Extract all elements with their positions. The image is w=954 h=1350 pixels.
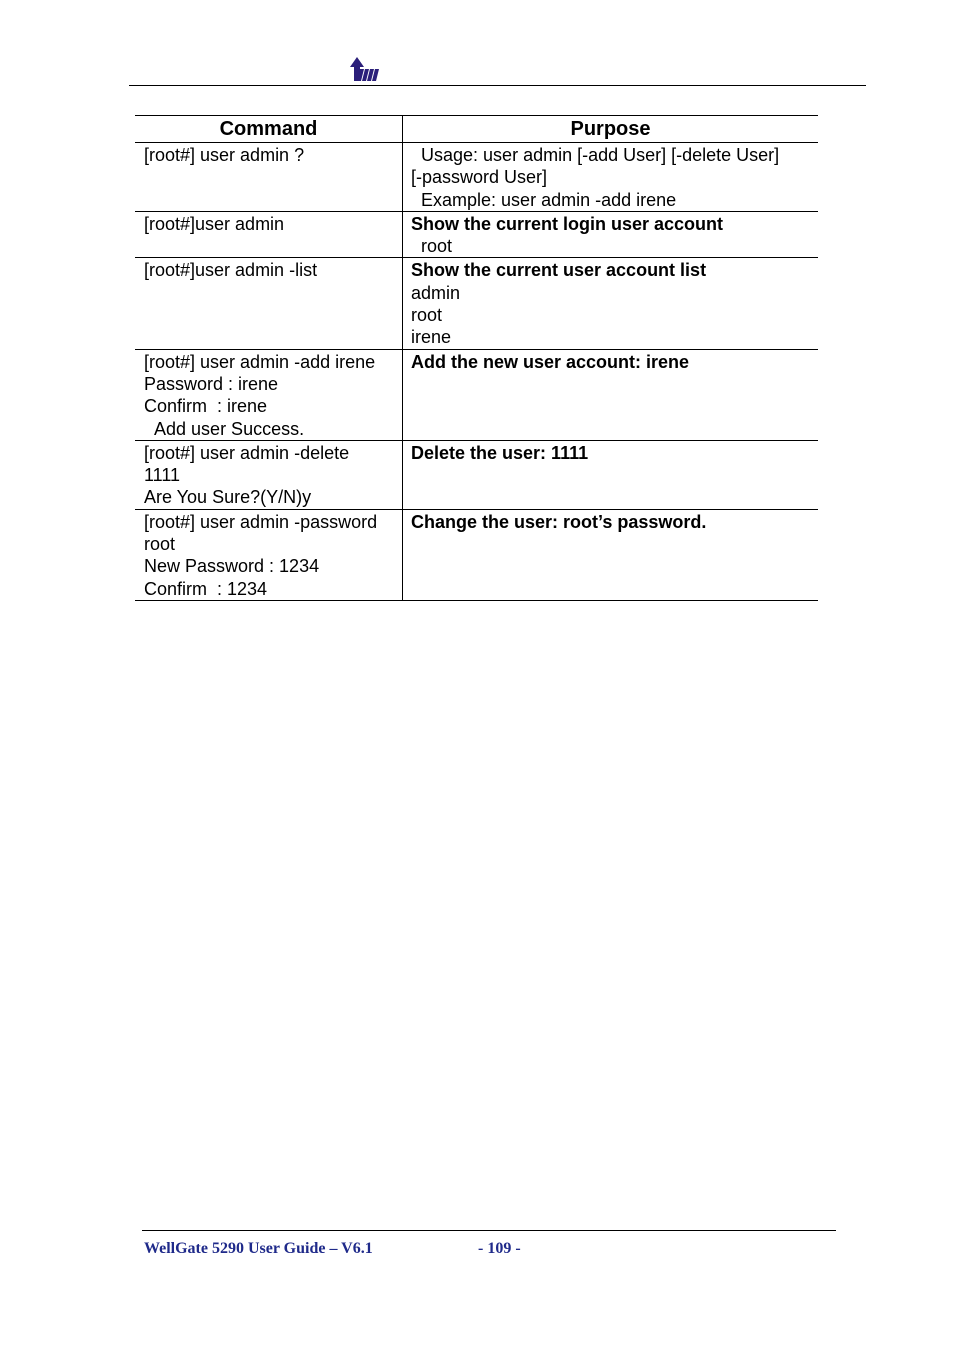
command-line: Confirm : 1234 (144, 578, 268, 599)
purpose-line: Usage: user admin [-add User] [-delete User] (411, 145, 780, 165)
purpose-line: Example: user admin -add irene (411, 189, 677, 210)
purpose-heading: Add the new user account: irene (411, 351, 690, 372)
command-line: Password : irene (144, 373, 279, 394)
purpose-cell (403, 211, 819, 258)
company-logo-icon (348, 55, 380, 83)
purpose-line: root (411, 236, 453, 257)
footer-page-number: - 109 - (478, 1240, 521, 1257)
command-line: 1111 (144, 465, 181, 486)
header-rule (129, 85, 866, 86)
command-line: [root#]user admin -list (144, 260, 318, 281)
command-line: [root#] user admin -delete (144, 442, 350, 463)
purpose-cell (403, 349, 819, 440)
command-line: [root#]user admin (144, 213, 285, 234)
command-line: [root#] user admin ? (144, 145, 305, 165)
command-line: [root#] user admin -add irene (144, 351, 376, 372)
command-line: Confirm : irene (144, 396, 268, 417)
table-header-row (135, 116, 818, 143)
column-header-command: Command (135, 116, 403, 143)
purpose-line: [-password User] (411, 167, 548, 188)
purpose-cell (403, 143, 819, 212)
command-line: Add user Success. (144, 418, 305, 439)
purpose-heading: Show the current user account list (411, 260, 707, 281)
purpose-cell (403, 258, 819, 349)
command-line: [root#] user admin -password (144, 511, 378, 532)
table-row (135, 258, 818, 349)
table-row (135, 143, 818, 212)
command-table (135, 115, 818, 601)
purpose-cell (403, 440, 819, 509)
command-cell (135, 349, 403, 440)
purpose-line: admin (411, 282, 461, 303)
table-row (135, 440, 818, 509)
purpose-cell (403, 509, 819, 600)
purpose-heading: Show the current login user account (411, 213, 724, 234)
purpose-heading: Delete the user: 1111 (411, 442, 589, 463)
table-row (135, 211, 818, 258)
command-cell (135, 211, 403, 258)
footer-guide-title: WellGate 5290 User Guide – V6.1 (144, 1240, 373, 1257)
command-line: New Password : 1234 (144, 556, 320, 577)
command-cell (135, 143, 403, 212)
table-row (135, 509, 818, 600)
footer-rule (142, 1230, 836, 1231)
command-cell (135, 258, 403, 349)
table-row (135, 349, 818, 440)
command-line: Are You Sure?(Y/N)y (144, 487, 312, 508)
purpose-heading: Change the user: root’s password. (411, 511, 707, 532)
command-line: root (144, 534, 176, 555)
command-cell (135, 440, 403, 509)
command-cell (135, 509, 403, 600)
purpose-line: root (411, 305, 443, 326)
column-header-purpose: Purpose (403, 116, 819, 143)
purpose-line: irene (411, 327, 452, 348)
